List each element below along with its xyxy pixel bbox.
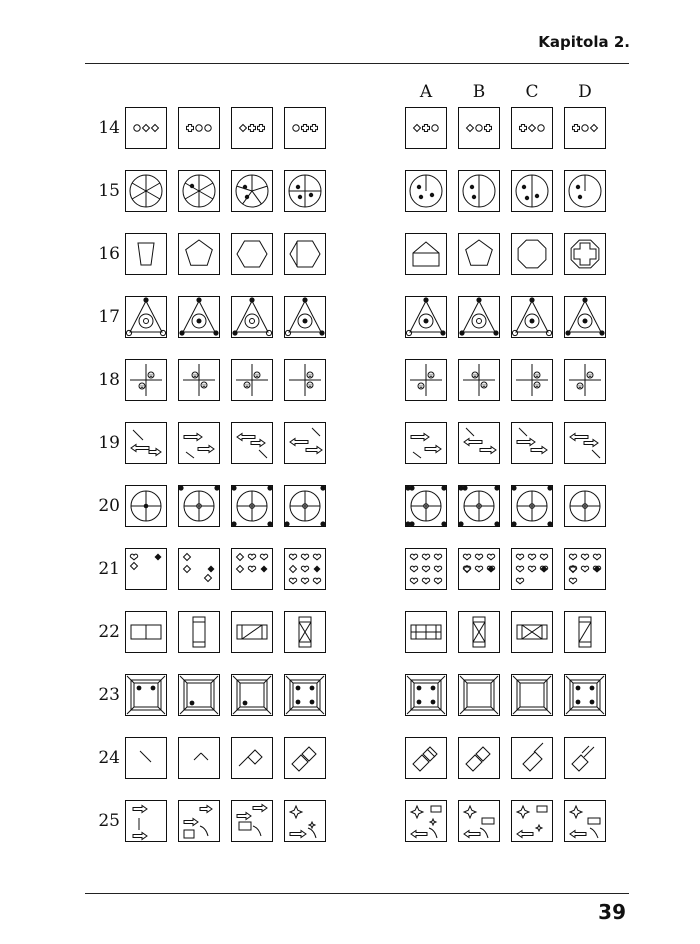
figure-drawing [458, 737, 500, 779]
sequence-figure-1-row-19 [125, 422, 167, 464]
row-number-25: 25 [98, 811, 120, 831]
column-label-c: C [525, 82, 539, 102]
sequence-figure-3-row-14 [231, 107, 273, 149]
figure-drawing [125, 800, 167, 842]
answer-option-a-row-21[interactable] [405, 548, 447, 590]
figure-drawing [405, 611, 447, 653]
figure-drawing [284, 359, 326, 401]
figure-drawing [458, 422, 500, 464]
figure-drawing [405, 296, 447, 338]
answer-option-d-row-23[interactable] [564, 674, 606, 716]
answer-option-b-row-24[interactable] [458, 737, 500, 779]
figure-drawing [564, 548, 606, 590]
figure-drawing [458, 485, 500, 527]
sequence-figure-2-row-20 [178, 485, 220, 527]
figure-drawing [178, 674, 220, 716]
figure-drawing [125, 359, 167, 401]
figure-drawing [284, 611, 326, 653]
answer-option-b-row-22[interactable] [458, 611, 500, 653]
figure-drawing [405, 800, 447, 842]
figure-drawing [284, 800, 326, 842]
column-label-a: A [419, 82, 433, 102]
row-number-18: 18 [98, 370, 120, 390]
figure-drawing [284, 674, 326, 716]
row-number-20: 20 [98, 496, 120, 516]
figure-drawing [564, 485, 606, 527]
figure-drawing [178, 107, 220, 149]
figure-drawing [125, 107, 167, 149]
answer-option-a-row-16[interactable] [405, 233, 447, 275]
sequence-figure-3-row-25 [231, 800, 273, 842]
answer-option-d-row-16[interactable] [564, 233, 606, 275]
figure-drawing [231, 359, 273, 401]
figure-drawing [405, 737, 447, 779]
answer-option-c-row-15[interactable] [511, 170, 553, 212]
figure-drawing [564, 359, 606, 401]
figure-drawing [125, 674, 167, 716]
column-label-d: D [578, 82, 592, 102]
figure-drawing [178, 422, 220, 464]
figure-drawing [125, 611, 167, 653]
figure-drawing [458, 233, 500, 275]
figure-drawing [511, 737, 553, 779]
figure-drawing [231, 233, 273, 275]
sequence-figure-2-row-24 [178, 737, 220, 779]
figure-drawing [511, 170, 553, 212]
figure-drawing [511, 800, 553, 842]
answer-option-b-row-19[interactable] [458, 422, 500, 464]
figure-drawing [231, 548, 273, 590]
figure-drawing [564, 800, 606, 842]
figure-drawing [564, 170, 606, 212]
answer-option-c-row-16[interactable] [511, 233, 553, 275]
row-number-19: 19 [98, 433, 120, 453]
answer-option-a-row-20[interactable] [405, 485, 447, 527]
sequence-figure-2-row-16 [178, 233, 220, 275]
figure-drawing [284, 737, 326, 779]
answer-option-d-row-14[interactable] [564, 107, 606, 149]
figure-drawing [405, 107, 447, 149]
answer-option-d-row-17[interactable] [564, 296, 606, 338]
sequence-figure-1-row-21 [125, 548, 167, 590]
answer-option-b-row-25[interactable] [458, 800, 500, 842]
sequence-figure-3-row-23 [231, 674, 273, 716]
figure-drawing [178, 548, 220, 590]
figure-drawing [284, 485, 326, 527]
answer-option-a-row-18[interactable] [405, 359, 447, 401]
figure-drawing [284, 422, 326, 464]
figure-drawing [231, 674, 273, 716]
answer-option-c-row-18[interactable] [511, 359, 553, 401]
answer-option-a-row-17[interactable] [405, 296, 447, 338]
answer-option-c-row-14[interactable] [511, 107, 553, 149]
figure-drawing [231, 611, 273, 653]
answer-option-c-row-21[interactable] [511, 548, 553, 590]
answer-option-d-row-18[interactable] [564, 359, 606, 401]
answer-option-b-row-20[interactable] [458, 485, 500, 527]
sequence-figure-3-row-21 [231, 548, 273, 590]
figure-drawing [511, 485, 553, 527]
sequence-figure-2-row-25 [178, 800, 220, 842]
figure-drawing [125, 233, 167, 275]
figure-drawing [458, 296, 500, 338]
figure-drawing [564, 611, 606, 653]
figure-drawing [564, 107, 606, 149]
sequence-figure-1-row-16 [125, 233, 167, 275]
column-label-b: B [472, 82, 486, 102]
figure-drawing [511, 107, 553, 149]
figure-drawing [458, 359, 500, 401]
row-number-21: 21 [98, 559, 120, 579]
sequence-figure-2-row-17 [178, 296, 220, 338]
answer-option-b-row-18[interactable] [458, 359, 500, 401]
answer-option-d-row-15[interactable] [564, 170, 606, 212]
answer-option-a-row-22[interactable] [405, 611, 447, 653]
figure-drawing [564, 737, 606, 779]
figure-drawing [284, 107, 326, 149]
figure-drawing [231, 107, 273, 149]
answer-option-d-row-24[interactable] [564, 737, 606, 779]
sequence-figure-4-row-22 [284, 611, 326, 653]
sequence-figure-3-row-17 [231, 296, 273, 338]
figure-drawing [231, 737, 273, 779]
sequence-figure-2-row-21 [178, 548, 220, 590]
sequence-figure-4-row-17 [284, 296, 326, 338]
answer-option-a-row-23[interactable] [405, 674, 447, 716]
figure-drawing [458, 170, 500, 212]
header-rule [85, 63, 629, 64]
figure-drawing [231, 170, 273, 212]
sequence-figure-1-row-24 [125, 737, 167, 779]
answer-option-c-row-25[interactable] [511, 800, 553, 842]
answer-option-a-row-15[interactable] [405, 170, 447, 212]
figure-drawing [564, 422, 606, 464]
figure-drawing [511, 359, 553, 401]
figure-drawing [511, 611, 553, 653]
answer-option-b-row-15[interactable] [458, 170, 500, 212]
figure-drawing [284, 233, 326, 275]
figure-drawing [125, 485, 167, 527]
figure-drawing [284, 548, 326, 590]
figure-drawing [125, 737, 167, 779]
figure-drawing [511, 422, 553, 464]
sequence-figure-4-row-15 [284, 170, 326, 212]
answer-option-c-row-24[interactable] [511, 737, 553, 779]
row-number-14: 14 [98, 118, 120, 138]
figure-drawing [458, 800, 500, 842]
chapter-title: Kapitola 2. [538, 33, 630, 51]
figure-drawing [178, 296, 220, 338]
answer-option-c-row-23[interactable] [511, 674, 553, 716]
sequence-figure-3-row-22 [231, 611, 273, 653]
figure-drawing [125, 296, 167, 338]
answer-option-d-row-21[interactable] [564, 548, 606, 590]
answer-option-a-row-25[interactable] [405, 800, 447, 842]
figure-drawing [564, 233, 606, 275]
sequence-figure-4-row-20 [284, 485, 326, 527]
figure-drawing [458, 611, 500, 653]
figure-drawing [405, 674, 447, 716]
sequence-figure-1-row-18 [125, 359, 167, 401]
sequence-figure-3-row-24 [231, 737, 273, 779]
figure-drawing [178, 233, 220, 275]
sequence-figure-4-row-24 [284, 737, 326, 779]
row-number-24: 24 [98, 748, 120, 768]
figure-drawing [125, 548, 167, 590]
sequence-figure-4-row-25 [284, 800, 326, 842]
sequence-figure-1-row-25 [125, 800, 167, 842]
figure-drawing [231, 485, 273, 527]
answer-option-d-row-20[interactable] [564, 485, 606, 527]
sequence-figure-2-row-18 [178, 359, 220, 401]
figure-drawing [178, 737, 220, 779]
figure-drawing [458, 548, 500, 590]
figure-drawing [284, 296, 326, 338]
figure-drawing [405, 422, 447, 464]
sequence-figure-4-row-16 [284, 233, 326, 275]
figure-drawing [511, 296, 553, 338]
figure-drawing [564, 674, 606, 716]
figure-drawing [178, 611, 220, 653]
sequence-figure-1-row-20 [125, 485, 167, 527]
figure-drawing [231, 296, 273, 338]
sequence-figure-1-row-23 [125, 674, 167, 716]
figure-drawing [178, 170, 220, 212]
figure-drawing [125, 170, 167, 212]
sequence-figure-4-row-21 [284, 548, 326, 590]
sequence-figure-1-row-17 [125, 296, 167, 338]
sequence-figure-2-row-14 [178, 107, 220, 149]
answer-option-c-row-20[interactable] [511, 485, 553, 527]
answer-option-b-row-14[interactable] [458, 107, 500, 149]
sequence-figure-3-row-20 [231, 485, 273, 527]
figure-drawing [231, 800, 273, 842]
figure-drawing [284, 170, 326, 212]
row-number-17: 17 [98, 307, 120, 327]
row-number-15: 15 [98, 181, 120, 201]
answer-option-a-row-24[interactable] [405, 737, 447, 779]
sequence-figure-3-row-16 [231, 233, 273, 275]
answer-option-a-row-14[interactable] [405, 107, 447, 149]
figure-drawing [178, 800, 220, 842]
figure-drawing [564, 296, 606, 338]
answer-option-c-row-19[interactable] [511, 422, 553, 464]
sequence-figure-2-row-19 [178, 422, 220, 464]
figure-drawing [405, 170, 447, 212]
figure-drawing [231, 422, 273, 464]
answer-option-b-row-16[interactable] [458, 233, 500, 275]
answer-option-b-row-21[interactable] [458, 548, 500, 590]
sequence-figure-4-row-23 [284, 674, 326, 716]
answer-option-b-row-17[interactable] [458, 296, 500, 338]
sequence-figure-2-row-15 [178, 170, 220, 212]
figure-drawing [178, 485, 220, 527]
sequence-figure-1-row-22 [125, 611, 167, 653]
answer-option-d-row-19[interactable] [564, 422, 606, 464]
sequence-figure-2-row-23 [178, 674, 220, 716]
answer-option-a-row-19[interactable] [405, 422, 447, 464]
answer-option-b-row-23[interactable] [458, 674, 500, 716]
answer-option-c-row-17[interactable] [511, 296, 553, 338]
sequence-figure-3-row-18 [231, 359, 273, 401]
answer-option-c-row-22[interactable] [511, 611, 553, 653]
row-number-22: 22 [98, 622, 120, 642]
sequence-figure-3-row-15 [231, 170, 273, 212]
footer-rule [85, 893, 629, 894]
sequence-figure-1-row-15 [125, 170, 167, 212]
figure-drawing [178, 359, 220, 401]
figure-drawing [511, 674, 553, 716]
figure-drawing [405, 359, 447, 401]
row-number-16: 16 [98, 244, 120, 264]
figure-drawing [125, 422, 167, 464]
figure-drawing [511, 548, 553, 590]
page-number: 39 [598, 900, 626, 924]
answer-option-d-row-22[interactable] [564, 611, 606, 653]
figure-drawing [511, 233, 553, 275]
figure-drawing [405, 485, 447, 527]
answer-option-d-row-25[interactable] [564, 800, 606, 842]
figure-drawing [458, 674, 500, 716]
row-number-23: 23 [98, 685, 120, 705]
figure-drawing [405, 548, 447, 590]
sequence-figure-4-row-19 [284, 422, 326, 464]
figure-drawing [458, 107, 500, 149]
sequence-figure-4-row-18 [284, 359, 326, 401]
sequence-figure-3-row-19 [231, 422, 273, 464]
sequence-figure-4-row-14 [284, 107, 326, 149]
sequence-figure-1-row-14 [125, 107, 167, 149]
sequence-figure-2-row-22 [178, 611, 220, 653]
figure-drawing [405, 233, 447, 275]
